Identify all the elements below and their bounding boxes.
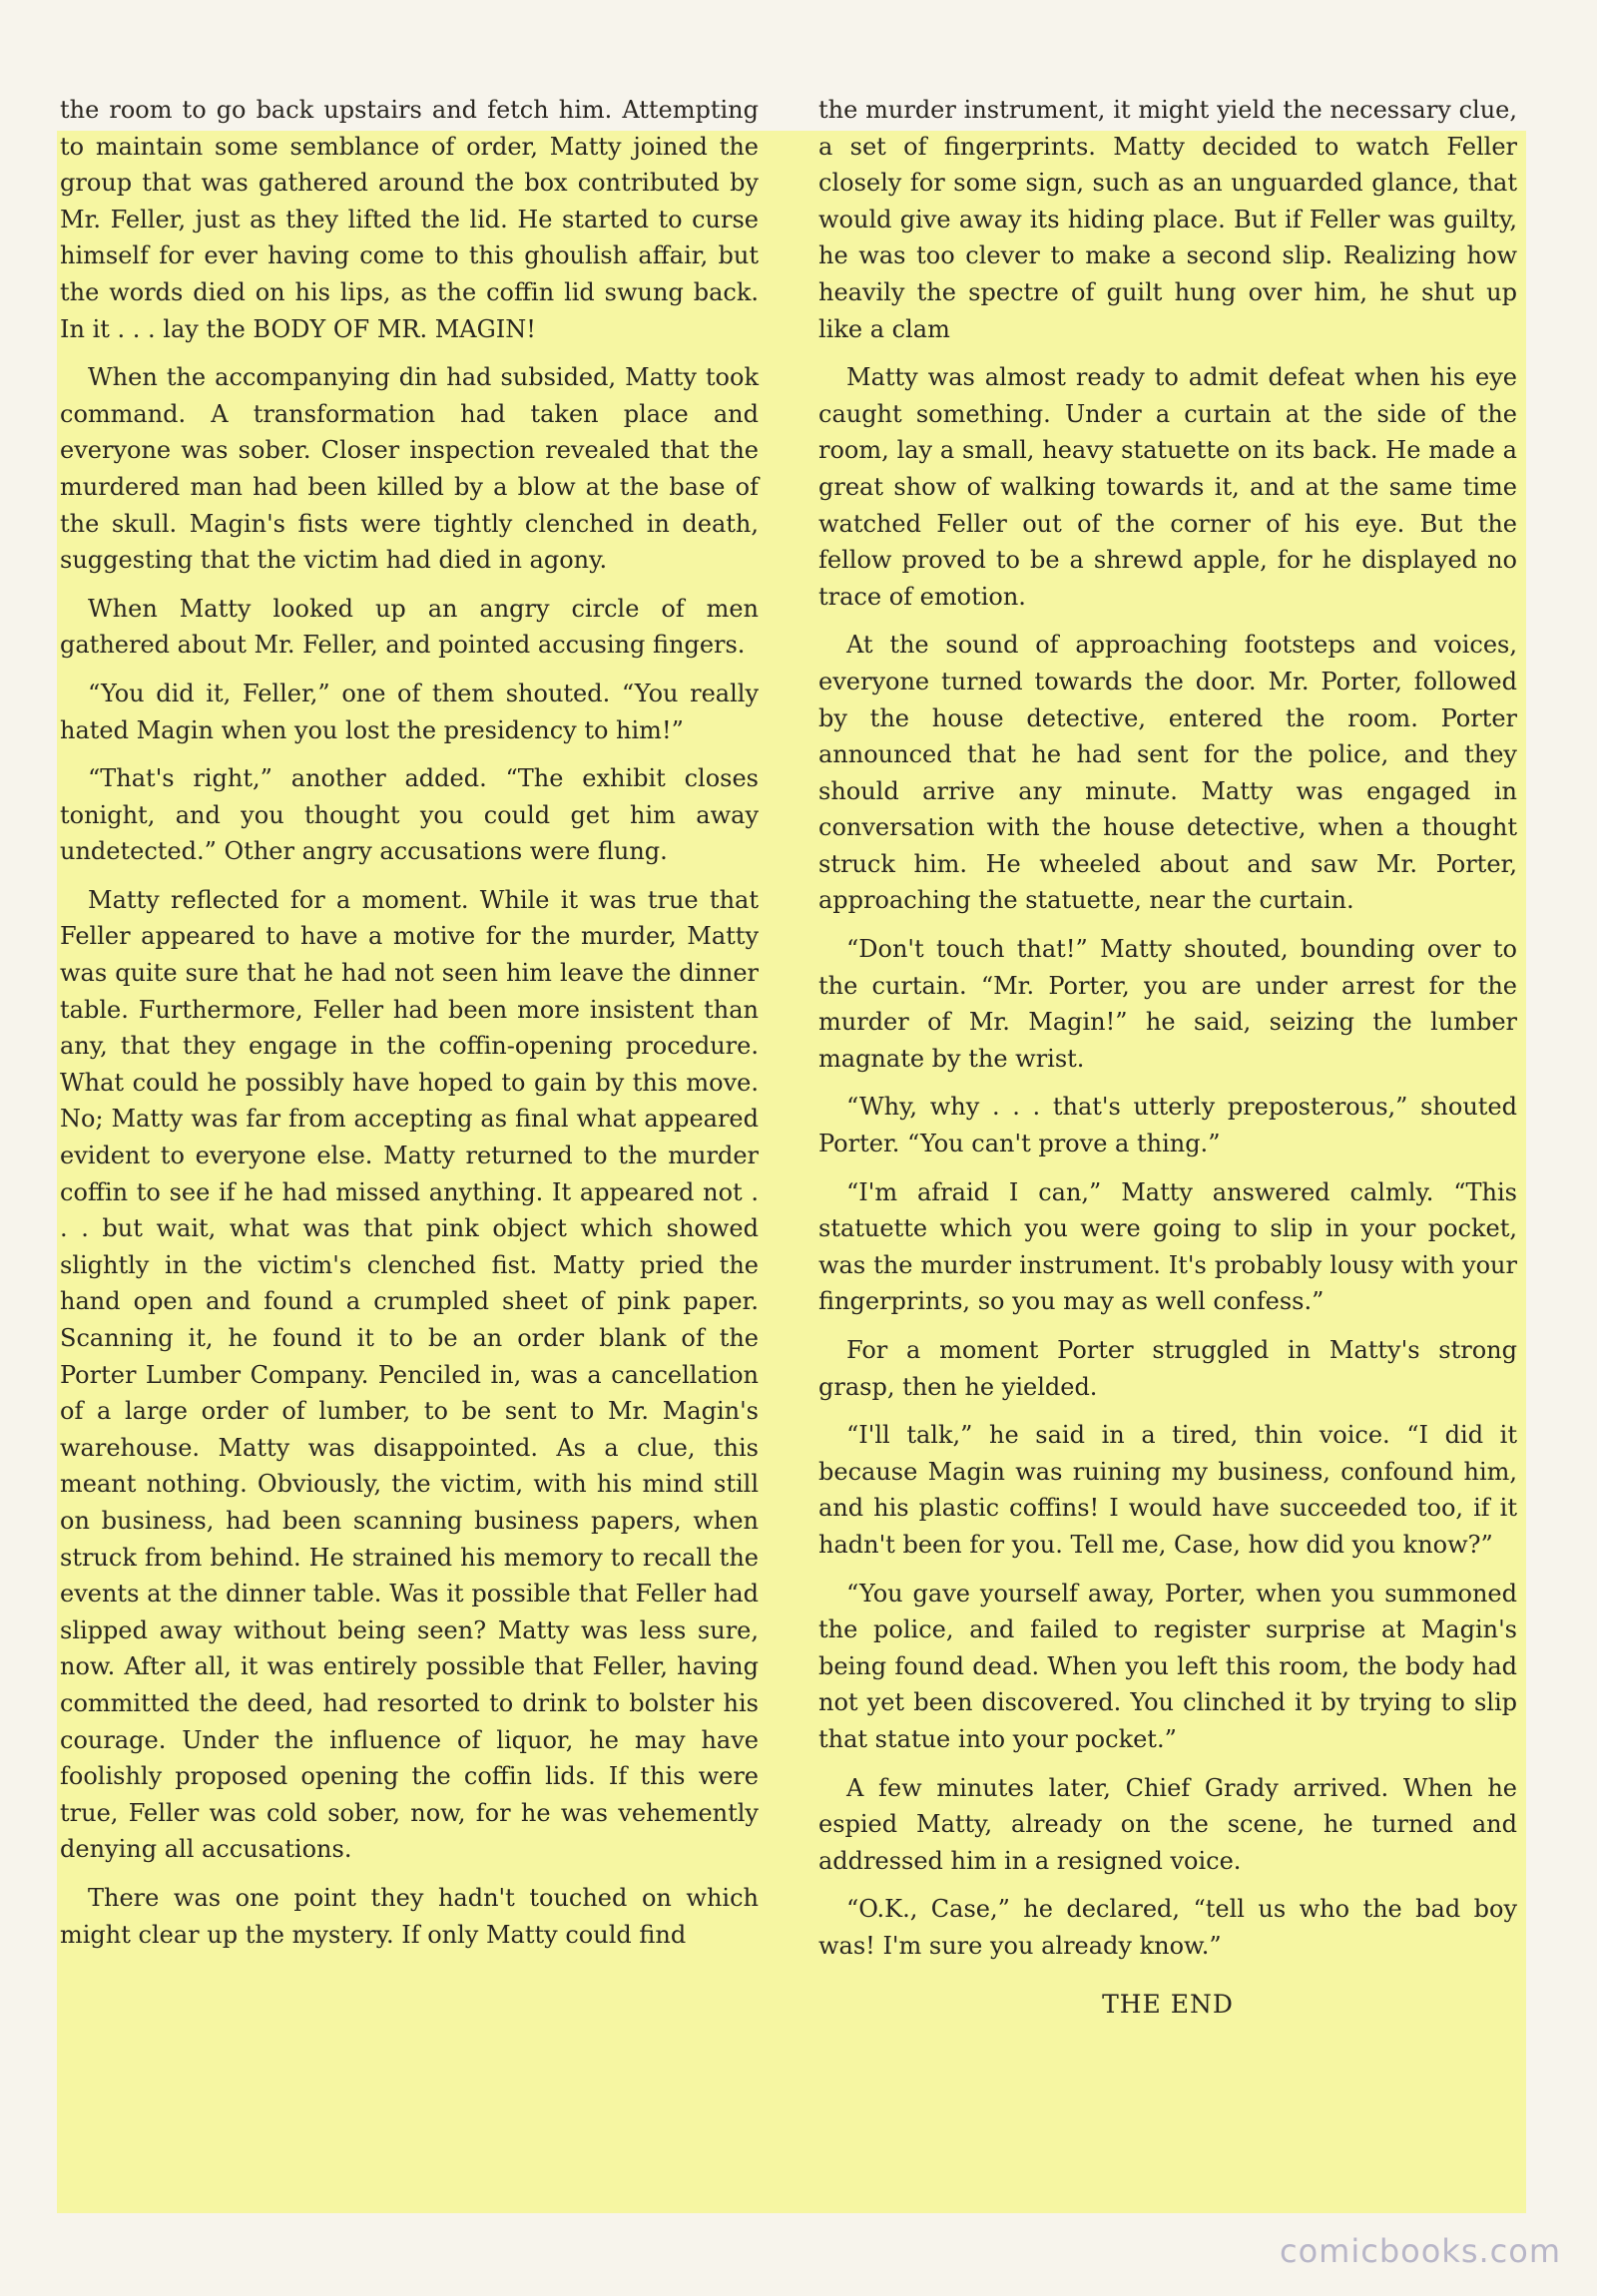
paragraph: Matty reflected for a moment. While it was true that Feller appeared to have a motive for the murder, Matty was quite sure that he had not seen him leave the dinner table. Furthermore, Feller had been more insistent than any, that they engage in the coffin-opening procedure. What could he possibly have hoped to gain by this move. No; Matty was far from accepting as final what appeared evident to everyone else. Matty returned to the murder coffin to see if he had missed anything. It appeared not . . . but wait, what was that pink object which showed slightly in the victim's clenched fist. Matty pried the hand open and found a crumpled sheet of pink paper. Scanning it, he found it to be an order blank of the Porter Lumber Company. Penciled in, was a cancellation of a large order of lumber, to be sent to Mr. Magin's warehouse. Matty was disappointed. As a clue, this meant nothing. Obviously, the victim, with his mind still on business, had been scanning business papers, when struck from behind. He strained his memory to recall the events at the dinner table. Was it possible that Feller had slipped away without being seen? Matty was less sure, now. After all, it was entirely possible that Feller, having committed the deed, had resorted to drink to bolster his courage. Under the influence of liquor, he may have foolishly proposed opening the coffin lids. If this were true, Feller was cold sober, now, for he was vehemently denying all accusations. [60,885,759,1864]
paragraph: Matty was almost ready to admit defeat when his eye caught something. Under a curtain at the side of the room, lay a small, heavy statuette on its back. He made a great show of walking towards it, and at the same time watched Feller out of the corner of his eye. But the fellow proved to be a shrewd apple, for he displayed no trace of emotion. [818,363,1517,611]
paragraph: “I'll talk,” he said in a tired, thin voice. “I did it because Magin was ruining my business, confound him, and his plastic coffins! I would have succeeded too, if it hadn't been for you. Tell me, Case, how did you know?” [818,1421,1517,1559]
paragraph: “You did it, Feller,” one of them shouted. “You really hated Magin when you lost the presidency to him!” [60,679,759,744]
paragraph: “You gave yourself away, Porter, when you summoned the police, and failed to register surprise at Magin's being found dead. When you left this room, the body had not yet been discovered. You clinched it by trying to slip that statue into your pocket.” [818,1579,1517,1753]
paragraph: “O.K., Case,” he declared, “tell us who the bad boy was! I'm sure you already know.” [818,1895,1517,1960]
paragraph: “Why, why . . . that's utterly preposterous,” shouted Porter. “You can't prove a thing.” [818,1093,1517,1158]
left-column [60,92,759,1965]
paragraph: There was one point they hadn't touched on which might clear up the mystery. If only Matty could find [60,1883,759,1949]
right-column [818,92,1517,2035]
paragraph: the murder instrument, it might yield the necessary clue, a set of fingerprints. Matty decided to watch Feller closely for some sign, such as an unguarded glance, that would give away its hiding place. But if Feller was guilty, he was too clever to make a second slip. Realizing how heavily the spectre of guilt hung over him, he shut up like a clam [818,96,1517,343]
paragraph: For a moment Porter struggled in Matty's strong grasp, then he yielded. [818,1336,1517,1401]
paragraph: “Don't touch that!” Matty shouted, bounding over to the curtain. “Mr. Porter, you are under arrest for the murder of Mr. Magin!” he said, seizing the lumber magnate by the wrist. [818,935,1517,1073]
paragraph: “I'm afraid I can,” Matty answered calmly. “This statuette which you were going to slip in your pocket, was the murder instrument. It's probably lousy with your fingerprints, so you may as well confess.” [818,1177,1517,1316]
paragraph: A few minutes later, Chief Grady arrived. When he espied Matty, already on the scene, he turned and addressed him in a resigned voice. [818,1773,1517,1875]
paragraph: At the sound of approaching footsteps and voices, everyone turned towards the door. Mr. Porter, followed by the house detective, entered the room. Porter announced that he had sent for the police, and they should arrive any minute. Matty was engaged in conversation with the house detective, when a thought struck him. He wheeled about and saw Mr. Porter, approaching the statuette, near the curtain. [818,631,1517,915]
paragraph: When Matty looked up an angry circle of men gathered about Mr. Feller, and pointed accusing fingers. [60,594,759,660]
the-end-label: THE END [1102,1989,1234,2019]
paragraph: “That's right,” another added. “The exhibit closes tonight, and you thought you could get him away undetected.” Other angry accusations were flung. [60,764,759,866]
watermark-text: comicbooks.com [1279,2232,1561,2270]
paragraph: When the accompanying din had subsided, Matty took command. A transformation had taken place and everyone was sober. Closer inspection revealed that the murdered man had been killed by a blow at the base of the skull. Magin's fists were tightly clenched in death, suggesting that the victim had died in agony. [60,363,759,575]
paragraph: the room to go back upstairs and fetch him. Attempting to maintain some semblance of order, Matty joined the group that was gathered around the box contributed by Mr. Feller, just as they lifted the lid. He started to curse himself for ever having come to this ghoulish affair, but the words died on his lips, as the coffin lid swung back. In it . . . lay the BODY OF MR. MAGIN! [60,96,759,343]
